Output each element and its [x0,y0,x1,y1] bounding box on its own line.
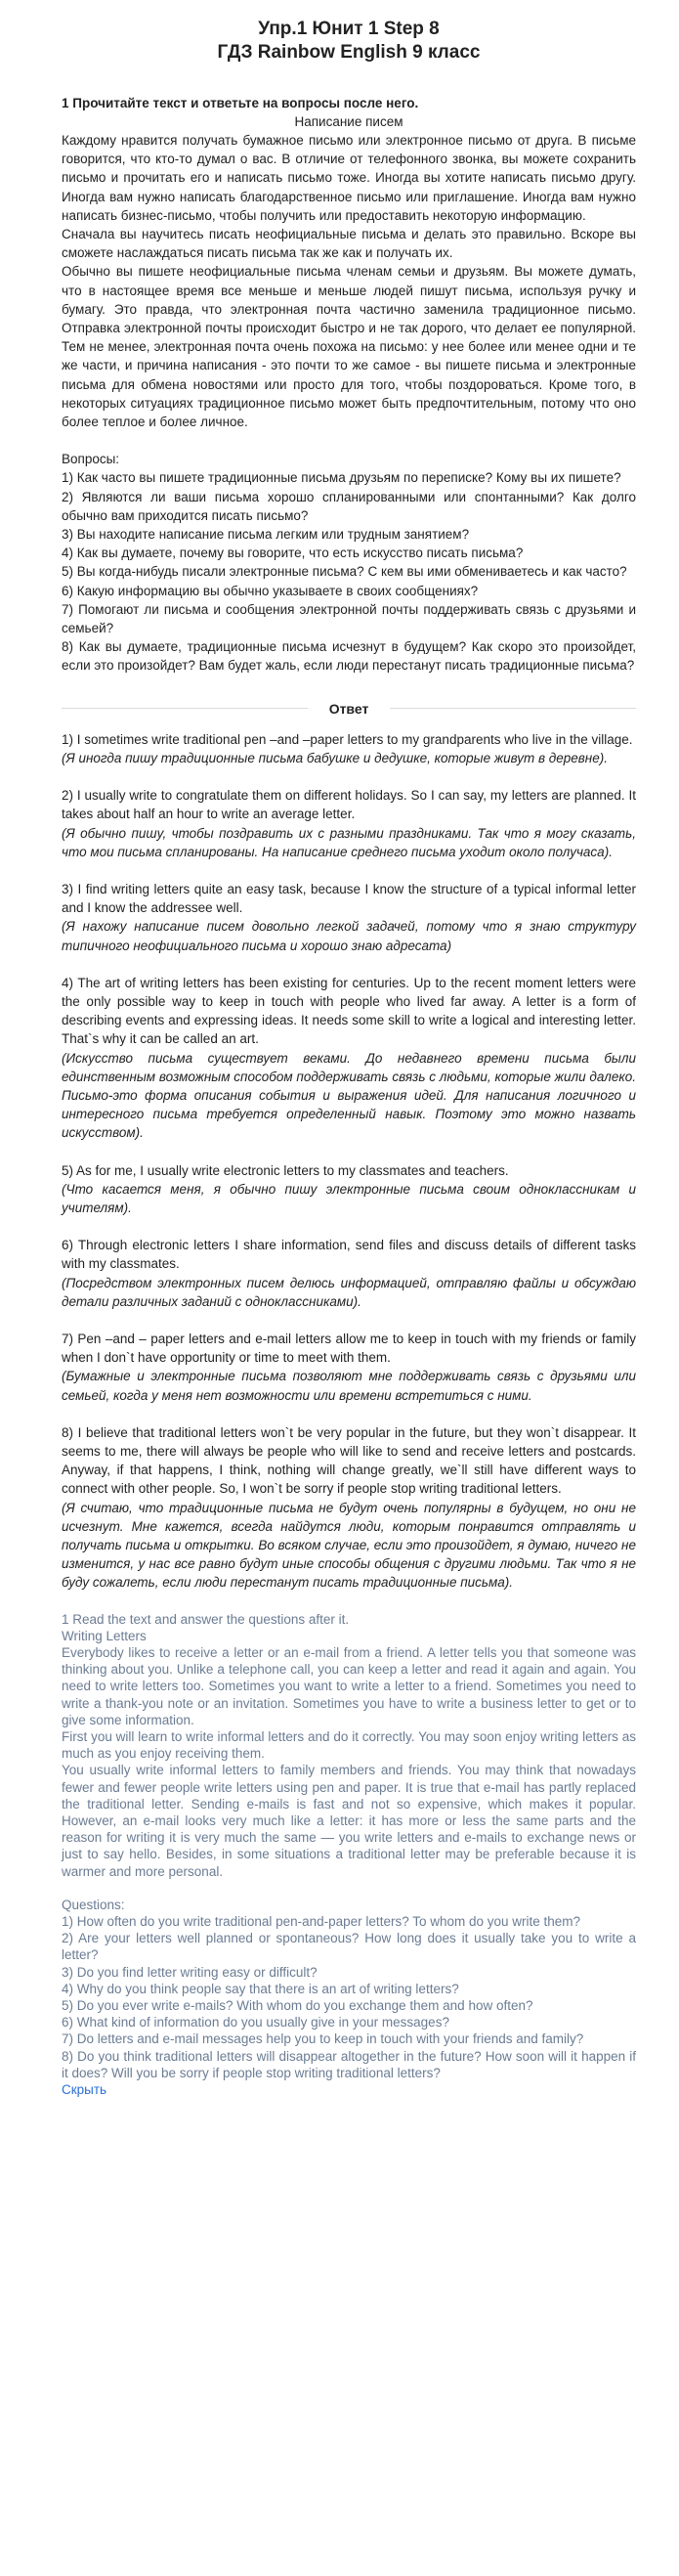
original-paragraph: Everybody likes to receive a letter or an e-mail from a friend. A letter tells you that someone was thinking about you. Unlike a telephone call, you can keep a letter and read it again and again. You need to write letters too. Sometimes you want to write a letter to a friend. Sometimes you need to write a thank-you note or an invitation. Sometimes you have to write a business letter to get or to give some information. [62,1645,636,1727]
question-item: 4) Как вы думаете, почему вы говорите, что есть искусство писать письма? [62,546,524,561]
page-title [62,18,636,65]
task-instruction: 1 Прочитайте текст и ответьте на вопросы после него. [62,96,419,110]
original-paragraph: You usually write informal letters to family members and friends. You may think that nowadays fewer and fewer people write letters using pen and paper. It is true that e-mail has partly replaced the traditional letter. Sending e-mails is fast and not so expensive, which makes it popular. However, an e-mail looks very much like a letter: it has more or less the same parts and the reason for writing it is very much the same — you write letters and e-mails to exchange news or just to say hello. Besides, in some situations a traditional letter may be preferable because it is warmer and more personal. [62,1763,636,1879]
answer-item [62,786,636,861]
answer-item [62,880,636,955]
answer-item [62,1161,636,1218]
answer-item [62,974,636,1143]
answer-english: 8) I believe that traditional letters won`t be very popular in the future, but they won`t disappear. It seems to me, there will always be people who will like to send and receive letters and postcards. Anyway, if that happens, I think, nothing will change greatly, we`ll still have different ways to connect with other people. So, I won`t be sorry if people stop writing traditional letters. [62,1424,636,1497]
original-questions-title: Questions: [62,1897,125,1912]
divider-line-right [390,708,636,709]
questions-title: Вопросы: [62,452,120,467]
question-item: 5) Вы когда-нибудь писали электронные письма? С кем вы ими обмениваетесь и как часто? [62,564,627,580]
answer-translation: (Искусство письма существует веками. До недавнего времени письма были единственным возможным способом поддерживать связь с людьми, которые жили далеко. Письмо-это форма описания события и выражения идей. Для написания логичного и интересного письма требуется определенный навык. Поэтому это можно назвать искусством). [62,1050,636,1141]
collapse-link[interactable]: Скрыть [62,2082,107,2098]
answer-translation: (Я считаю, что традиционные письма не будут очень популярны в будущем, но они не исчезнут. Мне кажется, всегда найдутся люди, которым понравится отправлять и получать письма и открытки. Во всяком случае, если это произойдет, я думаю, ничего не изменится, у нас все равно будут иные способы общения с другими людьми. Так что я не буду сожалеть, если люди перестанут писать традиционные письма). [62,1500,636,1591]
original-instruction: 1 Read the text and answer the questions after it. [62,1611,350,1627]
question-item: 3) Вы находите написание письма легким или трудным занятием? [62,527,470,543]
answer-english: 7) Pen –and – paper letters and e-mail letters allow me to keep in touch with my friends or family when I don`t have opportunity or time to meet with them. [62,1331,636,1366]
original-question-item: 6) What kind of information do you usually give in your messages? [62,2015,449,2030]
answer-item [62,1330,636,1405]
answer-item [62,730,636,767]
original-paragraph: First you will learn to write informal letters and do it correctly. You may soon enjoy writing letters as much as you enjoy receiving them. [62,1729,636,1762]
divider-line-left [62,708,308,709]
question-item: 8) Как вы думаете, традиционные письма исчезнут в будущем? Как скоро это произойдет, если это произойдет? Вам будет жаль, если люди перестанут писать традиционные письма? [62,639,636,674]
text-paragraph: Сначала вы научитесь писать неофициальные письма и делать это правильно. Вскоре вы сможете наслаждаться писать письма так же как и получать их. [62,227,636,261]
original-question-item: 8) Do you think traditional letters will disappear altogether in the future? How soon will it happen if it does? Will you be sorry if people stop writing traditional letters? [62,2048,636,2080]
answer-translation: (Я иногда пишу традиционные письма бабушке и дедушке, которые живут в деревне). [62,750,608,765]
question-item: 1) Как часто вы пишете традиционные письма друзьям по переписке? Кому вы их пишете? [62,470,621,486]
answer-translation: (Посредством электронных писем делюсь информацией, отправляю файлы и обсуждаю детали различных заданий с одноклассниками). [62,1275,636,1309]
question-item: 7) Помогают ли письма и сообщения электронной почты поддерживать связь с друзьями и семьей? [62,601,636,636]
original-question-item: 4) Why do you think people say that there is an art of writing letters? [62,1981,459,1996]
original-title: Writing Letters [62,1628,147,1643]
original-question-item: 5) Do you ever write e-mails? With whom do you exchange them and how often? [62,1998,533,2014]
text-paragraph: Каждому нравится получать бумажное письмо или электронное письмо от друга. В письме говорится, что кто-то думал о вас. В отличие от телефонного звонка, вы можете сохранить письмо и прочитать его и написать письмо тоже. Иногда вы хотите написать письмо другу. Иногда вам нужно написать благодарственное письмо или приглашение. Иногда вам нужно написать бизнес-письмо, чтобы получить или предоставить некоторую информацию. [62,133,636,223]
answer-translation: (Бумажные и электронные письма позволяют мне поддерживать связь с друзьями или семьей, когда у меня нет возможности или времени встретиться с ними. [62,1369,636,1403]
answer-english: 3) I find writing letters quite an easy task, because I know the structure of a typical informal letter and I know the addressee well. [62,881,636,916]
question-item: 6) Какую информацию вы обычно указываете в своих сообщениях? [62,583,479,598]
original-question-item: 2) Are your letters well planned or spontaneous? How long does it usually take you to write a letter? [62,1931,636,1963]
answer-item [62,1423,636,1593]
original-text-block [62,1611,636,2081]
answer-divider [62,701,636,717]
answer-translation: (Я нахожу написание писем довольно легкой задачей, потому что я знаю структуру типичного неофициального письма и хорошо знаю адресата) [62,919,636,953]
text-title: Написание писем [294,114,403,129]
page-title-line1: Упр.1 Юнит 1 Step 8 [258,19,440,39]
question-item: 2) Являются ли ваши письма хорошо спланированными или спонтанными? Как долго обычно вам приходится писать письмо? [62,489,636,523]
original-question-item: 7) Do letters and e-mail messages help you to keep in touch with your friends and family? [62,2031,584,2047]
answer-heading: Ответ [328,700,369,717]
original-question-item: 3) Do you find letter writing easy or difficult? [62,1964,318,1980]
original-question-item: 1) How often do you write traditional pen-and-paper letters? To whom do you write them? [62,1914,581,1930]
page-title-line2: ГДЗ Rainbow English 9 класс [217,42,481,63]
answer-english: 1) I sometimes write traditional pen –and –paper letters to my grandparents who live in the village. [62,731,633,747]
answer-english: 4) The art of writing letters has been existing for centuries. Up to the recent moment letters were the only possible way to keep in touch with people who lived far away. A letter is a form of describing events and expressing ideas. It needs some skill to write a logical and interesting letter. That`s why it can be called an art. [62,975,636,1047]
answer-english: 6) Through electronic letters I share information, send files and discuss details of different tasks with my classmates. [62,1238,636,1272]
answer-english: 5) As for me, I usually write electronic letters to my classmates and teachers. [62,1162,509,1178]
text-paragraph: Обычно вы пишете неофициальные письма членам семьи и друзьям. Вы можете думать, что в настоящее время все меньше и меньше людей пишут письма, используя ручку и бумагу. Это правда, что электронная почта частично заменила традиционное письмо. Отправка электронной почты происходит быстро и не так дорого, что делает ее популярной. Тем не менее, электронная почта очень похожа на письмо: у нее более или менее одни и те же части, и причина написания - это почти то же самое - вы пишете письма и электронные письма для обмена новостями или просто для того, чтобы поздороваться. Кроме того, в некоторых ситуациях традиционное письмо может быть предпочтительным, потому что оно более теплое и более личное. [62,264,636,430]
answer-english: 2) I usually write to congratulate them on different holidays. So I can say, my letters are planned. It takes about half an hour to write an average letter. [62,788,636,822]
answer-item [62,1236,636,1311]
answer-translation: (Что касается меня, я обычно пишу электронные письма своим одноклассникам и учителям). [62,1181,636,1215]
answer-translation: (Я обычно пишу, чтобы поздравить их с разными праздниками. Так что я могу сказать, что мои письма спланированы. На написание среднего письма уходит около получаса). [62,825,636,859]
